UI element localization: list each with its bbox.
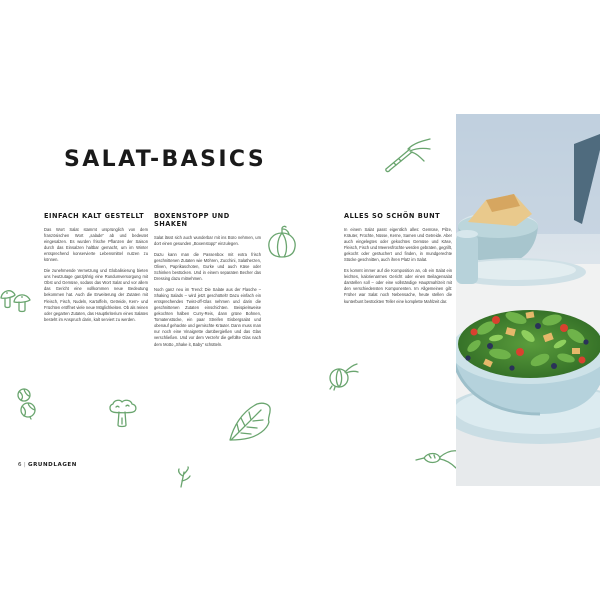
column-einfach-kalt-gestellt xyxy=(44,212,148,327)
radish-icon xyxy=(414,446,460,472)
paragraph: Salat lässt sich auch wunderbar mit ins Büro nehmen, um dort einen gesunden „Boxenstopp“ einzulegen. xyxy=(154,235,261,247)
broccoli-icon xyxy=(107,398,139,428)
paragraph: In einem Salat passt eigentlich alles: Gemüse, Pilze, Kräuter, Früchte, Nüsse, Kerne, Samen und Getreide. Aber auch eingelegtes oder gekochtes Gemüse und Käse, Fleisch, Fisch und Meeresfrüchte werden gebraten, gegrillt, gekocht oder geräuchert und finden, in mundgerechte Stücke geschnitten, auch ihren Platz im Salat. xyxy=(344,227,452,263)
paragraph: Noch ganz neu im Trend: Die Salate aus der Flasche – Shaking Salads – wird jetzt geschüttelt! Dazu einfach ein entsprechendes Twist-off-Glas nehmen und darin die geschnittenen Zutaten einschichten. Beispielsweise gekochten halben Curry-Reis, dann grüne Bohnen, Tomatenstücke, ein paar Streifen Eisbergsalat und obenauf gehackte und gemischte Kräuter. Dann muss man nur noch eine Vinaigrette darübergießen und das Glas verschließen. Und vor dem Verzehr die gefüllte Glas nach dem Motto „Shake it, Baby“ schütteln. xyxy=(154,286,261,347)
onion-icon xyxy=(324,362,360,392)
salad-bowl-photo xyxy=(456,114,600,486)
paragraph: Die zunehmende Vernetzung und Globalisierung bieten uns heutzutage ganzjährig eine Rundumversorgung mit Obst und Gemüse, sodass das Wort Salat und vor allem das Gericht eine vollkommen neue Bedeutung bekommen hat. Auch die Erweiterung der Zutaten mit Fleisch, Fisch, Nudeln, Kartoffeln, Getreide, Kern- und Früchten eröffnet viele neue Möglichkeiten. Ob als reinen oder gegarten Zutaten, das Hauptkriterium eines Salates besteht im Anspruch darin, kalt serviert zu werden. xyxy=(44,268,148,322)
page-footer xyxy=(18,462,77,468)
mushrooms-icon xyxy=(0,284,32,314)
brussels-sprouts-icon xyxy=(16,386,42,420)
page-title: SALAT-BASICS xyxy=(64,147,267,172)
section-label: GRUNDLAGEN xyxy=(27,462,77,468)
lettuce-leaf-icon xyxy=(227,400,273,444)
footer-separator: | xyxy=(23,462,26,468)
paragraph: Das Wort Salat stammt ursprünglich von dem französischen Wort „salade“ ab und bedeutet eingesalzen. Es wurden frische Pflanzen der Saison durch das Einsalzen haltbar gemacht, um im Winter entsprechend konservierte Lebensmittel nutzen zu können. xyxy=(44,227,148,263)
section-heading: BOXENSTOPP UND SHAKEN xyxy=(154,212,230,228)
section-heading: ALLES SO SCHÖN BUNT xyxy=(344,212,441,220)
section-heading: EINFACH KALT GESTELLT xyxy=(44,212,145,220)
page-number: 6 xyxy=(18,462,22,468)
herb-sprig-icon xyxy=(176,466,194,488)
column-boxenstopp-und-shaken xyxy=(154,212,261,352)
leek-icon xyxy=(384,137,432,173)
paragraph: Es kommt immer auf die Komposition an, ob ein Salat ein leichtes, kalorienarmes Gericht oder einen Beilagensalat darstellen soll – oder eine vollständige Hauptmahlzeit mit den verschiedensten Komponenten. Im Allgemeinen gilt: Früher war Salat noch Nebensache, heute stellen die kunterbunt bestückten Teller eine komplette Mahlzeit dar. xyxy=(344,268,452,304)
column-alles-so-schoen-bunt xyxy=(344,212,452,309)
pumpkin-icon xyxy=(266,225,298,259)
paragraph: Dazu kann man die Passenbox mit extra frisch geschnittenen Zutaten wie Möhren, Zucchini, Salatherzen, Oliven, Paprikaschoten, Gurke und auch Käse oder Schinken bestücken. Und in einem separaten Becher das Dressing dazu mitnehmen. xyxy=(154,251,261,282)
